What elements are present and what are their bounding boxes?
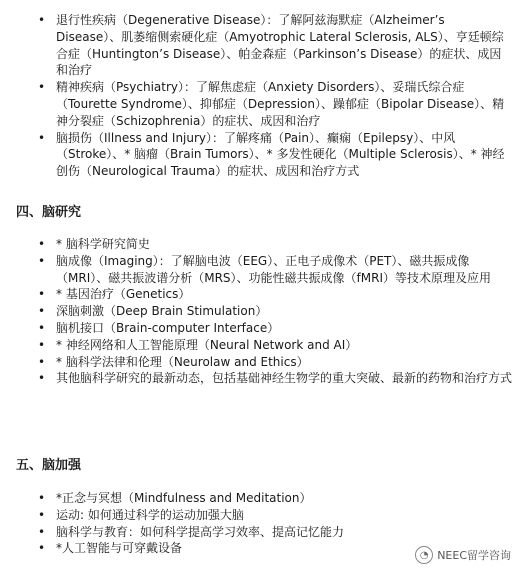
item-text: * 脑科学研究简史 — [56, 237, 150, 251]
bullet-icon: • — [38, 287, 46, 302]
section-heading: 四、脑研究 — [16, 205, 82, 220]
bullet-icon: • — [38, 130, 46, 145]
item-text: * 脑科学法律和伦理（Neurolaw and Ethics） — [56, 354, 309, 369]
bullet-icon: • — [38, 320, 46, 335]
list-item — [38, 79, 512, 129]
list-item — [38, 236, 512, 253]
item-text: 精神疾病（Psychiatry）：了解焦虑症（Anxiety Disorders）、妥瑞氏综合症（Tourette Syndrome）、抑郁症（Depression）、躁郁症（Bipolar Disease）、精神分裂症（Schizophrenia）的症状、成因和治疗 — [56, 80, 505, 128]
bullet-icon: • — [38, 80, 46, 95]
list-item — [38, 337, 512, 354]
list-item — [38, 507, 512, 524]
item-text: *人工智能与可穿戴设备 — [56, 541, 183, 556]
bullet-icon: • — [38, 13, 46, 27]
item-text: *正念与冥想（Mindfulness and Meditation） — [56, 491, 312, 505]
item-text: 脑损伤（Illness and Injury）：了解疼痛（Pain）、癫痫（Epilepsy）、中风（Stroke）、* 脑瘤（Brain Tumors）、* 多发性硬化（Multiple Sclerosis）、* 神经创伤（Neurological Trauma）的症状、成因和治疗方式 — [56, 130, 505, 179]
watermark — [415, 546, 511, 564]
bullet-icon: • — [38, 253, 46, 268]
list-item — [38, 12, 512, 79]
list-item — [38, 524, 512, 541]
list-item — [38, 354, 512, 371]
item-text: 脑成像（Imaging）：了解脑电波（EEG）、正电子成像术（PET）、磁共振成像（MRI）、磁共振波谱分析（MRS）、功能性磁共振成像（fMRI）等技术原理及应用 — [56, 253, 491, 285]
section-3-list — [38, 12, 512, 180]
item-text: 脑机接口（Brain-computer Interface） — [56, 320, 280, 335]
item-text: * 神经网络和人工智能原理（Neural Network and AI） — [56, 337, 358, 352]
item-text: * 基因治疗（Genetics） — [56, 287, 191, 302]
bullet-icon: • — [38, 304, 46, 319]
list-item — [38, 130, 512, 180]
watermark-text: NEEC留学咨询 — [437, 549, 511, 562]
bullet-icon: • — [38, 354, 46, 369]
list-item — [38, 303, 512, 320]
bullet-icon: • — [38, 337, 46, 352]
item-text: 退行性疾病（Degenerative Disease）：了解阿兹海默症（Alzheimer’s Disease）、肌萎缩侧索硬化症（Amyotrophic Lateral Sclerosis, ALS）、亨廷顿综合症（Huntington’s Disease）、帕金森症（Parkinson’s Disease）的症状、成因和治疗 — [56, 13, 504, 78]
item-text: 运动: 如何通过科学的运动加强大脑 — [56, 507, 244, 522]
list-item — [38, 320, 512, 337]
bullet-icon: • — [38, 541, 46, 556]
item-text: 其他脑科学研究的最新动态，包括基础神经生物学的重大突破、最新的药物和治疗方式 — [56, 371, 513, 386]
section-heading: 五、脑加强 — [16, 458, 82, 473]
bullet-icon: • — [38, 524, 46, 539]
item-text: 脑科学与教育：如何科学提高学习效率、提高记忆能力 — [56, 524, 345, 539]
list-item — [38, 490, 512, 507]
bullet-icon: • — [38, 371, 46, 386]
bullet-icon: • — [38, 491, 46, 505]
bullet-icon: • — [38, 237, 46, 251]
section-4-list — [38, 236, 512, 387]
bullet-icon: • — [38, 507, 46, 522]
list-item — [38, 286, 512, 303]
list-item — [38, 370, 512, 387]
item-text: 深脑刺激（Deep Brain Stimulation） — [56, 304, 268, 319]
wechat-logo-icon: ◔ — [415, 546, 433, 564]
list-item — [38, 253, 512, 287]
